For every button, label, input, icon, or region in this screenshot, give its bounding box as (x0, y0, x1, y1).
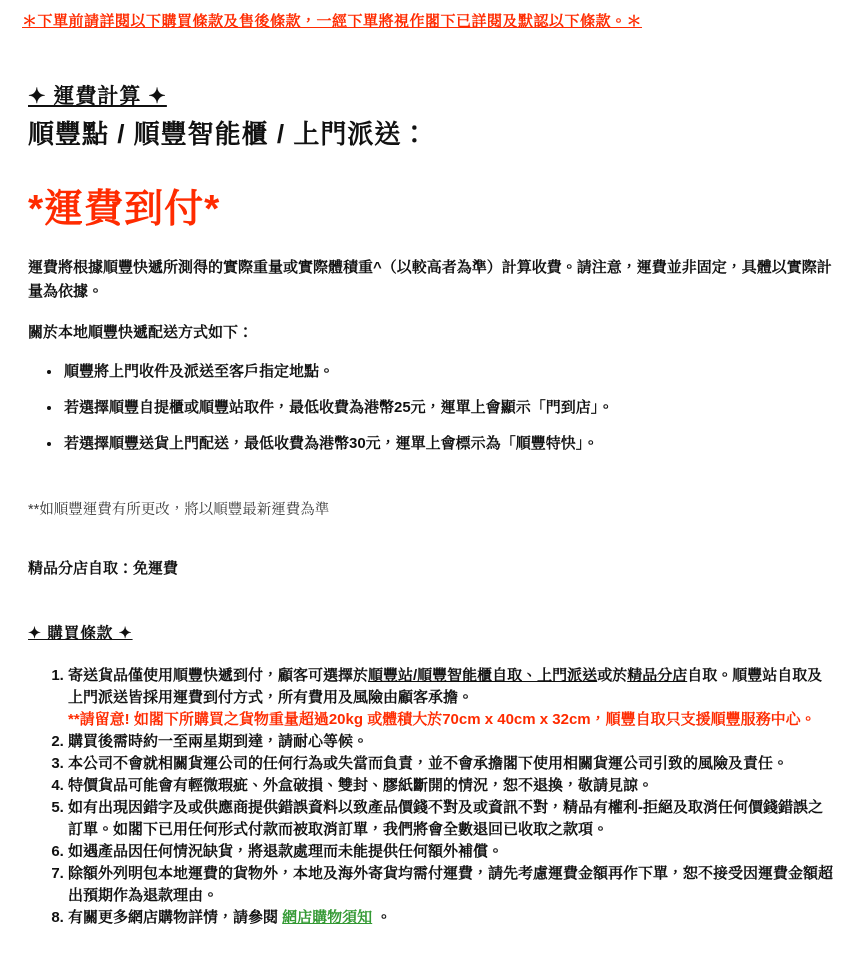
list-item: • 若選擇順豐自提櫃或順豐站取件，最低收費為港幣25元，運單上會顯示「門到店」。 (62, 397, 835, 418)
store-pickup-free-note: 精品分店自取：免運費 (28, 560, 179, 577)
pre-order-notice-banner: ＊下單前請詳閱以下購買條款及售後條款，一經下單將視作閣下已詳閱及默認以下條款。＊ (22, 13, 643, 30)
term-1-text: 或於 (597, 667, 628, 684)
shipping-calculation-heading: ✦ 運費計算 ✦ (28, 85, 167, 108)
freight-collect-notice: *運費到付* (28, 188, 221, 231)
delivery-intro-paragraph: 關於本地順豐快遞配送方式如下： (28, 324, 254, 341)
purchase-terms-list (22, 665, 835, 929)
term-item-7: 7. 除額外列明包本地運費的貨物外，本地及海外寄貨均需付運費，請先考慮運費金額再作下單，恕不接受因運費金額超出預期作為退款理由。 (68, 863, 835, 907)
list-item: • 若選擇順豐送貨上門配送，最低收費為港幣30元，運單上會標示為「順豐特快」。 (62, 433, 835, 454)
term-1-underlined-store: 精品分店 (627, 667, 688, 684)
fee-change-note: **如順豐運費有所更改，將以順豐最新運費為準 (28, 502, 330, 518)
delivery-methods-subheading: 順豐點 / 順豐智能櫃 / 上門派送： (28, 119, 429, 149)
term-item-6: 6. 如遇產品因任何情況缺貨，將退款處理而未能提供任何額外補償。 (68, 841, 835, 863)
term-1-text: 自取。順豐站自取及上門派送皆採用運費到付方式，所有費用及風險由顧客承擔。 (68, 667, 823, 706)
term-8-text: 。 (372, 909, 392, 926)
delivery-options-list (28, 361, 835, 454)
term-1-text: 寄送貨品僅使用順豐快遞到付，顧客可選擇於 (68, 667, 369, 684)
term-item-3: 3. 本公司不會就相關貨運公司的任何行為或失當而負責，並不會承擔閣下使用相關貨運公司引致的風險及責任。 (68, 753, 835, 775)
term-8-text: 有關更多網店購物詳情，請參閱 (68, 909, 283, 926)
list-item: • 順豐將上門收件及派送至客戶指定地點。 (62, 361, 835, 382)
term-item-8 (68, 907, 835, 929)
purchase-terms-heading: ✦ 購買條款 ✦ (28, 625, 133, 642)
fee-calculation-paragraph: 運費將根據順豐快遞所測得的實際重量或實際體積重^（以較高者為準）計算收費。請注意，運費並非固定，具體以實際計量為依據。 (28, 259, 832, 300)
term-item-5: 5. 如有出現因錯字及或供應商提供錯誤資料以致產品價錢不對及或資訊不對，精品有權利-拒絕及取消任何價錢錯誤之訂單。如閣下已用任何形式付款而被取消訂單，我們將會全數退回已收取之款項。 (68, 797, 835, 841)
weight-size-warning: **請留意! 如閣下所購買之貨物重量超過20kg 或體積大於70cm x 40cm x 32cm，順豐自取只支援順豐服務中心。 (68, 711, 816, 728)
term-item-2: 2. 購買後需時約一至兩星期到達，請耐心等候。 (68, 731, 835, 753)
term-item-1 (68, 665, 835, 731)
term-1-underlined-pickup-options: 順豐站/順豐智能櫃自取、上門派送 (368, 667, 598, 684)
term-item-4: 4. 特價貨品可能會有輕微瑕疵、外盒破損、雙封、膠紙斷開的情況，恕不退換，敬請見諒。 (68, 775, 835, 797)
online-shopping-guide-link[interactable]: 網店購物須知 (282, 909, 373, 926)
